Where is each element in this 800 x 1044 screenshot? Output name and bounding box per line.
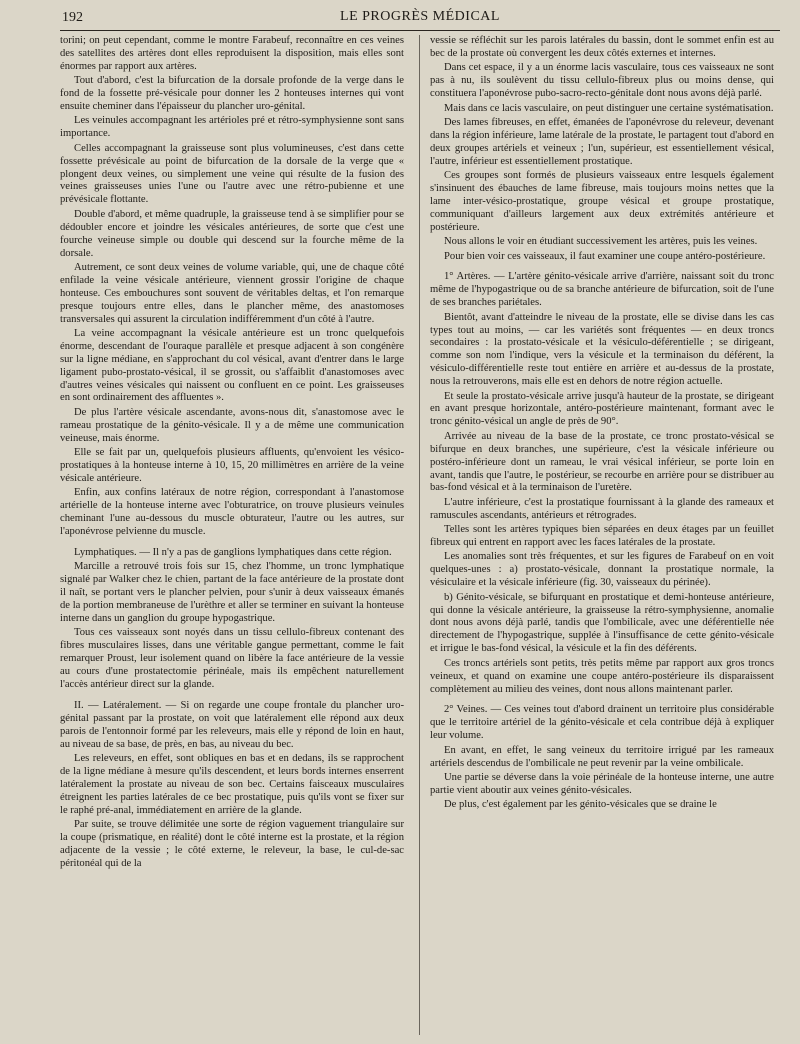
paragraph: De plus, c'est également par les génito-vésicales que se draine le [444, 799, 717, 811]
page-header [60, 8, 780, 32]
paragraph: Par suite, se trouve délimitée une sorte de région vaguement triangulaire sur la coupe (prismatique, en réalité) dont le côté interne est la prostate, et la région adjacente de la vessie ; le côté externe, le releveur, la base, le cul-de-sac péritonéal qui de la [60, 819, 404, 869]
paragraph: Lymphatiques. — Il n'y a pas de ganglions lymphatiques dans cette région. [74, 546, 392, 558]
paragraph: torini; on peut cependant, comme le montre Farabeuf, reconnaître en ces veines des satellites des artères dont elles reproduisent la disposition, mais elles sont énormes par rapport aux artères. [60, 35, 404, 72]
paragraph: Et seule la prostato-vésicale arrive jusqu'à hauteur de la prostate, se dirigeant en avant presque horizontale, antéro-postérieure maintenant, formant avec le tronc génito-vésical un angle de près de 90°. [430, 390, 774, 428]
paragraph: L'autre inférieure, c'est la prostatique fournissant à la glande des rameaux et ramuscules ascendants, antérieurs et rétrogrades. [430, 496, 774, 521]
paragraph: b) Génito-vésicale, se bifurquant en prostatique et demi-honteuse antérieure, qui donne la vésicale antérieure, la graisseuse la rétro-symphysienne, anomalie dont nous avons déjà parlé, tandis que l'ombilicale, avec une déférentielle née directement de l'hypogastrique, supplée à l'insuffisance de cette génito-vésicale et irrigue le bas-fond vésical, la vésicule et la fin des déférents. [430, 591, 774, 655]
left-column [60, 35, 404, 872]
paragraph: Marcille a retrouvé trois fois sur 15, chez l'homme, un tronc lymphatique signalé par Walker chez le chien, partant de la face antérieure de la prostate dont il naît, se portant vers le plancher pelvien, pour s'unir à deux vaisseaux émanés de la portion membraneuse de l'urèthre et aller se terminer en suivant la honteuse interne dans un ganglion du groupe hypogastrique. [60, 561, 404, 624]
paragraph: Les releveurs, en effet, sont obliques en bas et en dedans, ils se rapprochent de la ligne médiane à mesure qu'ils descendent, et leurs bords internes enserrent latéralement la prostate au niveau de son bec. Certains faisceaux musculaires étreignent les parties latérales de ce bec prostatique, puis qu'ils vont se fixer sur le raphé pré-anal, immédiatement en arrière de la glande. [60, 753, 404, 816]
paragraph: Bientôt, avant d'atteindre le niveau de la prostate, elle se divise dans les cas types tout au moins, — car les variétés sont fréquentes — en deux troncs secondaires : la prostato-vésicale et la vésiculo-déférentielle ; se dirigeant, comme son nom l'indique, vers la vésicule et la terminaison du déférent, la vésiculo-différentielle reste tout entière en arrière et au-dessus de la prostate, nous la retrouverons, mais elle est en dehors de notre région actuelle. [430, 311, 774, 388]
paragraph: Enfin, aux confins latéraux de notre région, correspondant à l'anastomose artérielle de la honteuse interne avec l'obturatrice, on trouve plusieurs veinules cheminant l'une au-dessous du muscle obturateur, l'autre ou les autres, sur l'aponévrose pelvienne du muscle. [60, 487, 404, 538]
paragraph: 2° Veines. — Ces veines tout d'abord drainent un territoire plus considérable que le territoire artériel de la génito-vésicale et cela contribue déjà à expliquer leur volume. [430, 704, 774, 742]
paragraph: Elle se fait par un, quelquefois plusieurs affluents, qu'envoient les vésico-prostatiques à la honteuse interne à 10, 15, 20 millimètres en arrière de la veine vésicale antérieure. [60, 447, 404, 484]
page-number: 192 [62, 10, 83, 25]
paragraph: Des lames fibreuses, en effet, émanées de l'aponévrose du releveur, devenant dans la région inférieure, lame latérale de la prostate, le partagent tout d'abord en deux groupes artériels et veineux ; l'un, supérieur, est essentiellement vésical, l'autre, inférieur est essentiellement prostatique. [430, 116, 774, 167]
paragraph: Celles accompagnant la graisseuse sont plus volumineuses, c'est dans cette fossette prévésicale au point de bifurcation de la dorsale de la verge que « plongent deux veines, ou simplement une veine qui résulte de la fusion des veines graisseuses unies l'une ou l'autre avec une rétro-pubienne et une prévésicale flottante. [60, 142, 404, 206]
paragraph: Telles sont les artères typiques bien séparées en deux étages par un feuillet fibreux qui entrent en rapport avec les faces latérales de la prostate. [430, 524, 774, 549]
paragraph: Nous allons le voir en étudiant successivement les artères, puis les veines. [444, 236, 758, 248]
paragraph: Tous ces vaisseaux sont noyés dans un tissu cellulo-fibreux contenant des fibres musculaires lisses, dans une véritable gangue permettant, comme le fait remarquer Proust, leur isolement quand on libère la face antérieure de la vessie au cours d'une prostatectomie périnéale, mais ils empêchent naturellement l'accès antérieur direct sur la glande. [60, 627, 404, 690]
paragraph: Pour bien voir ces vaisseaux, il faut examiner une coupe antéro-postérieure. [444, 250, 766, 262]
paragraph: La veine accompagnant la vésicale antérieure est un tronc quelquefois énorme, descendant de l'ouraque parallèle et presque adjacent à son congénère sur la ligne médiane, en s'approchant du col vésical, avant d'entrer dans le large ligament pubo-prostato-vésical, il se grossit, ou s'affaiblit d'anastomoses avec d'autres veines vésicales qui naissent ou confluent en ce point. Les graisseuses en sont ordinairement des affluentes ». [60, 327, 404, 404]
paragraph: De plus l'artère vésicale ascendante, avons-nous dit, s'anastomose avec le rameau prostatique de la génito-vésicale. Il y a de même une communication veineuse, mais énorme. [60, 406, 404, 444]
paragraph: Arrivée au niveau de la base de la prostate, ce tronc prostato-vésical se bifurque en deux branches, une supérieure, c'est la vésicale inférieure ou postéro-inférieure dont un rameau, le vrai vésical inférieur, se porte loin en avant, tandis que l'autre, le postérieur, se recourbe en arrière pour se distribuer au bas-fond vésical et à la terminaison de l'uretère. [430, 430, 774, 494]
paragraph: Les veinules accompagnant les artérioles pré et rétro-symphysienne sont sans importance. [60, 115, 404, 140]
right-column [430, 35, 774, 814]
paragraph: 1° Artères. — L'artère génito-vésicale arrive d'arrière, naissant soit du tronc même de l'hypogastrique ou de sa branche antérieure de bifurcation, soit de l'une de ses branches pariétales. [430, 271, 774, 309]
header-rule [60, 30, 780, 31]
paragraph: II. — Latéralement. — Si on regarde une coupe frontale du plancher uro-génital passant par la prostate, on voit que latéralement elle répond aux deux parois de l'entonnoir formé par les releveurs, mais elle y répond de loin en haut, au niveau de sa base, de près, en bas, au niveau du bec. [60, 699, 404, 750]
paragraph: Une partie se déverse dans la voie périnéale de la honteuse interne, une autre partie vient aboutir aux veines génito-vésicales. [430, 771, 774, 796]
paragraph: Mais dans ce lacis vasculaire, on peut distinguer une certaine systématisation. [444, 102, 774, 114]
paragraph: Autrement, ce sont deux veines de volume variable, qui, une de chaque côté enfilade la veine vésicale antérieure, viennent grossir l'origine de chaque honteuse. Ces embouchures sont souvent de véritables deltas, et l'on remarque presque toujours entre elles, dans le plancher même, des anastomoses transversales qui assurent la circulation indifféremment d'un côté à l'autre. [60, 261, 404, 325]
column-divider [419, 35, 420, 1035]
running-title: LE PROGRÈS MÉDICAL [340, 9, 500, 24]
paragraph: Les anomalies sont très fréquentes, et sur les figures de Farabeuf on en voit quelques-unes : a) prostato-vésicale, donnant la prostatique normale, la vésiculaire et la vésicale inférieure (fig. 30, vaisseaux du périnée). [430, 551, 774, 589]
paragraph: En avant, en effet, le sang veineux du territoire irrigué par les rameaux artériels descendus de l'ombilicale ne peut revenir par la veine ombilicale. [430, 744, 774, 769]
paragraph: Tout d'abord, c'est la bifurcation de la dorsale profonde de la verge dans le fond de la fossette pré-vésicale pour donner les 2 honteuses internes qui vont ensuite cheminer dans l'épaisseur du plancher uro-génital. [60, 75, 404, 113]
paragraph: Ces groupes sont formés de plusieurs vaisseaux entre lesquels également s'insinuent des ébauches de lame fibreuse, mais toujours moins nettes que la lame inter-vésico-prostatique, groupe vésical et groupe prostatique, communiquant d'ailleurs largement aux deux extrémités antérieure et postérieure. [430, 170, 774, 233]
paragraph: Ces troncs artériels sont petits, très petits même par rapport aux gros troncs veineux, et quand on examine une coupe antéro-postérieure ils disparaissent complètement au milieu des veines, dont nous allons maintenant parler. [430, 657, 774, 695]
paragraph: Double d'abord, et même quadruple, la graisseuse tend à se simplifier pour se dédoubler encore et joindre les vésicales antérieures, de sorte que c'est une fourche veineuse simple ou double qui descend sur la fourche même de la dorsale. [60, 208, 404, 259]
paragraph: Dans cet espace, il y a un énorme lacis vasculaire, tous ces vaisseaux ne sont pas à nu, ils soulèvent du tissu cellulo-fibreux plus ou moins dense, qui constituera l'aponévrose pubo-sacro-recto-génitale dont nous avons déjà parlé. [430, 62, 774, 100]
paragraph: vessie se réfléchit sur les parois latérales du bassin, dont le sommet enfin est au bec de la prostate où convergent les deux côtés externes et internes. [430, 35, 774, 59]
